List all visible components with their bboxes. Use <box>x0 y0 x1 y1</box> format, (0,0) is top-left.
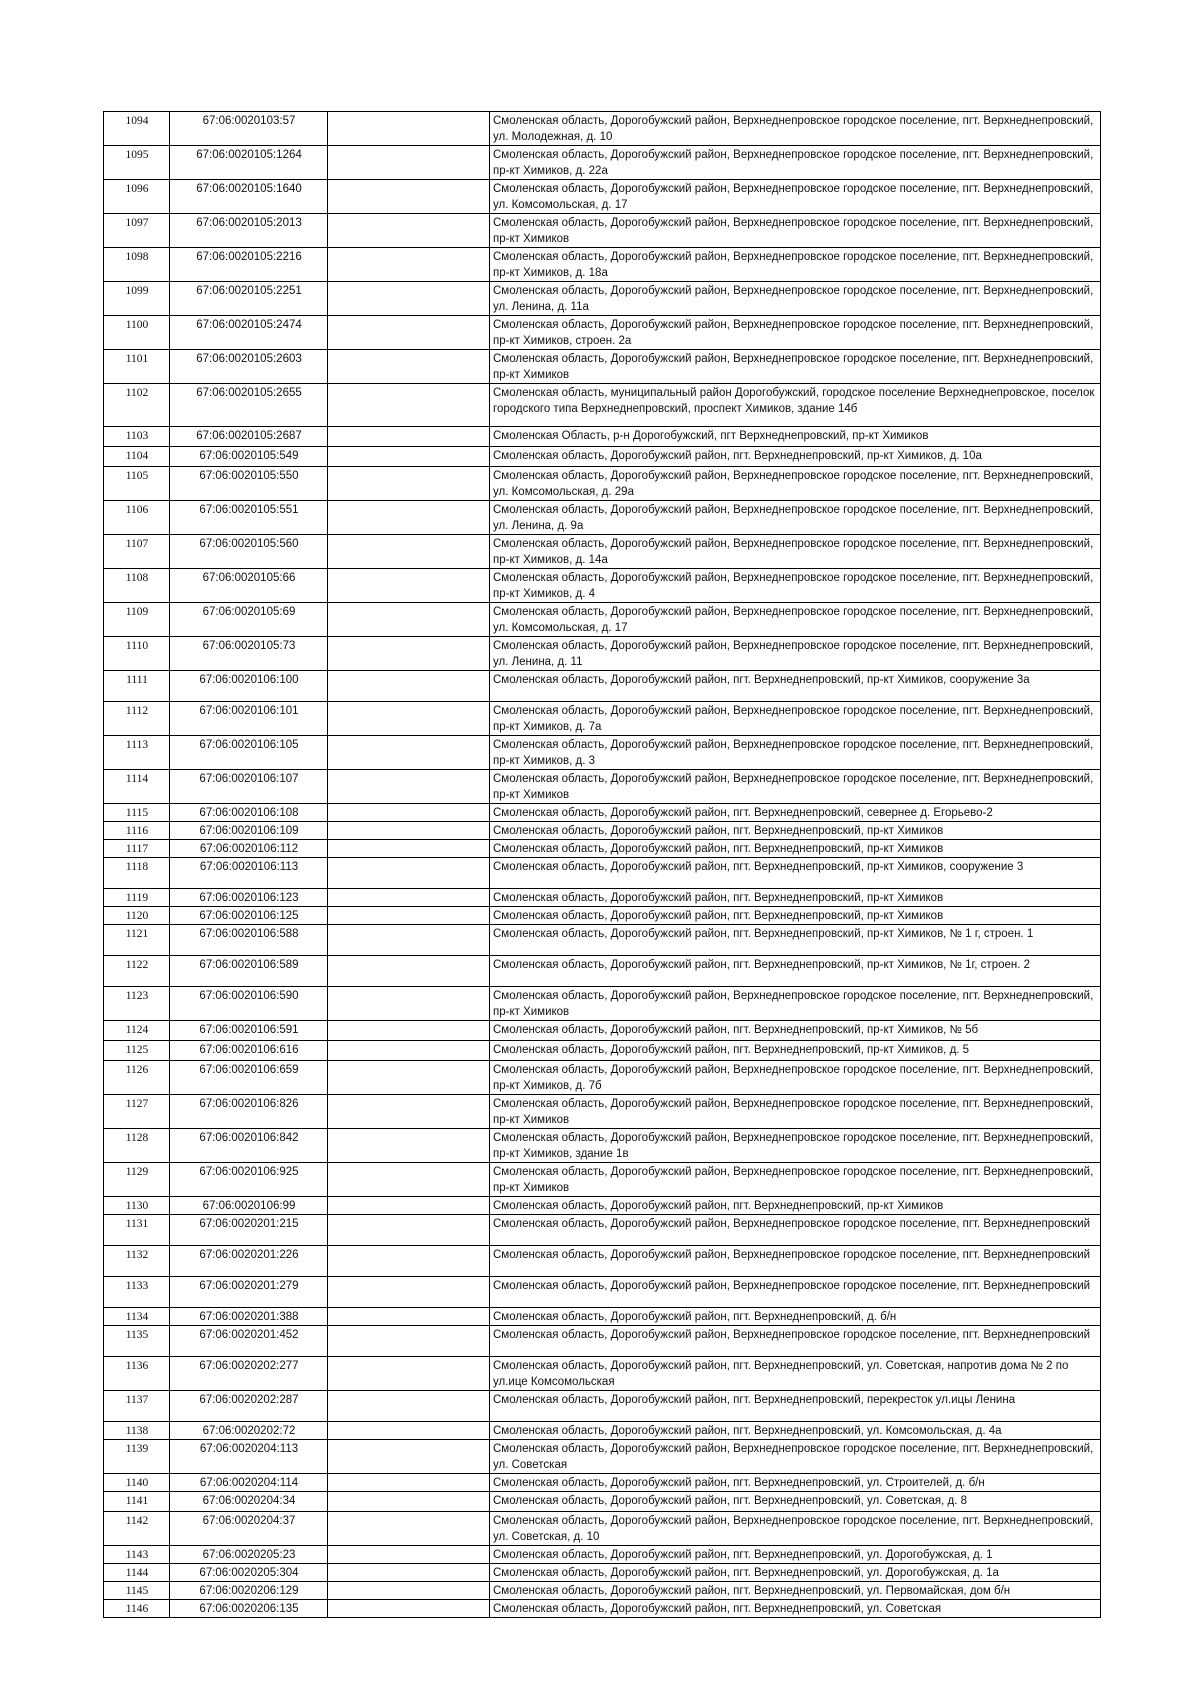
table-row <box>104 1474 1101 1492</box>
empty-cell <box>328 1215 490 1246</box>
address-cell: Смоленская область, Дорогобужский район, пгт. Верхнеднепровский, пр-кт Химиков <box>490 840 1101 858</box>
cadastral-number-cell: 67:06:0020206:135 <box>170 1600 328 1618</box>
row-number-cell: 1115 <box>104 804 170 822</box>
empty-cell <box>328 671 490 702</box>
empty-cell <box>328 907 490 925</box>
empty-cell <box>328 1357 490 1391</box>
address-cell: Смоленская область, Дорогобужский район, пгт. Верхнеднепровский, пр-кт Химиков, сооружение 3а <box>490 671 1101 702</box>
cadastral-number-cell: 67:06:0020106:590 <box>170 987 328 1021</box>
cadastral-number-cell: 67:06:0020106:123 <box>170 889 328 907</box>
cadastral-number-cell: 67:06:0020204:34 <box>170 1492 328 1512</box>
table-row <box>104 736 1101 770</box>
row-number-cell: 1096 <box>104 180 170 214</box>
address-cell: Смоленская область, Дорогобужский район, пгт. Верхнеднепровский, ул. Советская, д. 8 <box>490 1492 1101 1512</box>
empty-cell <box>328 1440 490 1474</box>
register-table <box>103 111 1101 1618</box>
empty-cell <box>328 770 490 804</box>
cadastral-number-cell: 67:06:0020106:826 <box>170 1095 328 1129</box>
empty-cell <box>328 214 490 248</box>
table-row <box>104 112 1101 146</box>
table-row <box>104 804 1101 822</box>
row-number-cell: 1129 <box>104 1163 170 1197</box>
cadastral-number-cell: 67:06:0020204:114 <box>170 1474 328 1492</box>
cadastral-number-cell: 67:06:0020105:2687 <box>170 427 328 447</box>
row-number-cell: 1101 <box>104 350 170 384</box>
cadastral-number-cell: 67:06:0020105:2474 <box>170 316 328 350</box>
row-number-cell: 1126 <box>104 1061 170 1095</box>
empty-cell <box>328 1277 490 1308</box>
table-row <box>104 1308 1101 1326</box>
empty-cell <box>328 956 490 987</box>
row-number-cell: 1113 <box>104 736 170 770</box>
empty-cell <box>328 603 490 637</box>
address-cell: Смоленская область, Дорогобужский район, пгт. Верхнеднепровский, ул. Дорогобужская, д. 1 <box>490 1546 1101 1564</box>
cadastral-number-cell: 67:06:0020105:1264 <box>170 146 328 180</box>
address-cell: Смоленская область, Дорогобужский район, Верхнеднепровское городское поселение, пгт. Верхнеднепровский, пр-кт Химиков <box>490 214 1101 248</box>
table-row <box>104 637 1101 671</box>
table-row <box>104 1197 1101 1215</box>
cadastral-number-cell: 67:06:0020106:659 <box>170 1061 328 1095</box>
cadastral-number-cell: 67:06:0020106:105 <box>170 736 328 770</box>
address-cell: Смоленская область, Дорогобужский район, пгт. Верхнеднепровский, ул. Строителей, д. б/н <box>490 1474 1101 1492</box>
empty-cell <box>328 1021 490 1041</box>
table-row <box>104 1512 1101 1546</box>
empty-cell <box>328 180 490 214</box>
address-cell: Смоленская область, Дорогобужский район, Верхнеднепровское городское поселение, пгт. Верхнеднепровский, ул. Советская, д. 10 <box>490 1512 1101 1546</box>
cadastral-number-cell: 67:06:0020105:2251 <box>170 282 328 316</box>
cadastral-number-cell: 67:06:0020106:842 <box>170 1129 328 1163</box>
cadastral-number-cell: 67:06:0020105:66 <box>170 569 328 603</box>
cadastral-number-cell: 67:06:0020202:277 <box>170 1357 328 1391</box>
cadastral-number-cell: 67:06:0020106:125 <box>170 907 328 925</box>
address-cell: Смоленская область, Дорогобужский район, Верхнеднепровское городское поселение, пгт. Верхнеднепровский <box>490 1326 1101 1357</box>
cadastral-number-cell: 67:06:0020201:279 <box>170 1277 328 1308</box>
table-row <box>104 569 1101 603</box>
address-cell: Смоленская область, Дорогобужский район, Верхнеднепровское городское поселение, пгт. Верхнеднепровский <box>490 1215 1101 1246</box>
address-cell: Смоленская область, муниципальный район Дорогобужский, городское поселение Верхнеднепровское, поселок городского типа Верхнеднепровский, проспект Химиков, здание 14б <box>490 384 1101 427</box>
empty-cell <box>328 987 490 1021</box>
row-number-cell: 1128 <box>104 1129 170 1163</box>
row-number-cell: 1124 <box>104 1021 170 1041</box>
empty-cell <box>328 1041 490 1061</box>
empty-cell <box>328 569 490 603</box>
empty-cell <box>328 1197 490 1215</box>
address-cell: Смоленская область, Дорогобужский район, пгт. Верхнеднепровский, ул. Дорогобужская, д. 1а <box>490 1564 1101 1582</box>
table-row <box>104 1422 1101 1440</box>
empty-cell <box>328 1546 490 1564</box>
cadastral-number-cell: 67:06:0020105:2655 <box>170 384 328 427</box>
row-number-cell: 1110 <box>104 637 170 671</box>
cadastral-number-cell: 67:06:0020105:550 <box>170 467 328 501</box>
cadastral-number-cell: 67:06:0020202:287 <box>170 1391 328 1422</box>
cadastral-number-cell: 67:06:0020201:388 <box>170 1308 328 1326</box>
table-row <box>104 1440 1101 1474</box>
row-number-cell: 1132 <box>104 1246 170 1277</box>
empty-cell <box>328 736 490 770</box>
cadastral-number-cell: 67:06:0020204:113 <box>170 1440 328 1474</box>
empty-cell <box>328 858 490 889</box>
empty-cell <box>328 535 490 569</box>
row-number-cell: 1106 <box>104 501 170 535</box>
empty-cell <box>328 447 490 467</box>
empty-cell <box>328 427 490 447</box>
row-number-cell: 1142 <box>104 1512 170 1546</box>
table-row <box>104 1163 1101 1197</box>
empty-cell <box>328 248 490 282</box>
row-number-cell: 1119 <box>104 889 170 907</box>
cadastral-number-cell: 67:06:0020201:215 <box>170 1215 328 1246</box>
row-number-cell: 1137 <box>104 1391 170 1422</box>
address-cell: Смоленская область, Дорогобужский район, Верхнеднепровское городское поселение, пгт. Верхнеднепровский, пр-кт Химиков, строен. 2а <box>490 316 1101 350</box>
cadastral-number-cell: 67:06:0020106:107 <box>170 770 328 804</box>
cadastral-number-cell: 67:06:0020106:113 <box>170 858 328 889</box>
address-cell: Смоленская область, Дорогобужский район, Верхнеднепровское городское поселение, пгт. Верхнеднепровский, пр-кт Химиков <box>490 1163 1101 1197</box>
cadastral-number-cell: 67:06:0020205:304 <box>170 1564 328 1582</box>
address-cell: Смоленская область, Дорогобужский район, пгт. Верхнеднепровский, пр-кт Химиков <box>490 1197 1101 1215</box>
table-row <box>104 1041 1101 1061</box>
table-row <box>104 822 1101 840</box>
row-number-cell: 1127 <box>104 1095 170 1129</box>
row-number-cell: 1117 <box>104 840 170 858</box>
address-cell: Смоленская область, Дорогобужский район, пгт. Верхнеднепровский, пр-кт Химиков, д. 10а <box>490 447 1101 467</box>
row-number-cell: 1122 <box>104 956 170 987</box>
table-row <box>104 671 1101 702</box>
row-number-cell: 1099 <box>104 282 170 316</box>
row-number-cell: 1146 <box>104 1600 170 1618</box>
row-number-cell: 1135 <box>104 1326 170 1357</box>
address-cell: Смоленская область, Дорогобужский район, Верхнеднепровское городское поселение, пгт. Верхнеднепровский, ул. Молодежная, д. 10 <box>490 112 1101 146</box>
empty-cell <box>328 804 490 822</box>
table-row <box>104 535 1101 569</box>
table-row <box>104 427 1101 447</box>
row-number-cell: 1125 <box>104 1041 170 1061</box>
address-cell: Смоленская область, Дорогобужский район, пгт. Верхнеднепровский, ул. Советская <box>490 1600 1101 1618</box>
empty-cell <box>328 822 490 840</box>
table-row <box>104 858 1101 889</box>
cadastral-number-cell: 67:06:0020106:100 <box>170 671 328 702</box>
cadastral-number-cell: 67:06:0020106:925 <box>170 1163 328 1197</box>
empty-cell <box>328 1326 490 1357</box>
table-row <box>104 1564 1101 1582</box>
address-cell: Смоленская область, Дорогобужский район, пгт. Верхнеднепровский, пр-кт Химиков <box>490 907 1101 925</box>
empty-cell <box>328 925 490 956</box>
address-cell: Смоленская область, Дорогобужский район, пгт. Верхнеднепровский, пр-кт Химиков <box>490 822 1101 840</box>
row-number-cell: 1143 <box>104 1546 170 1564</box>
cadastral-number-cell: 67:06:0020105:551 <box>170 501 328 535</box>
cadastral-number-cell: 67:06:0020201:226 <box>170 1246 328 1277</box>
address-cell: Смоленская область, Дорогобужский район, пгт. Верхнеднепровский, перекресток ул.ицы Ленина <box>490 1391 1101 1422</box>
row-number-cell: 1094 <box>104 112 170 146</box>
address-cell: Смоленская область, Дорогобужский район, пгт. Верхнеднепровский, севернее д. Егорьево-2 <box>490 804 1101 822</box>
table-row <box>104 1357 1101 1391</box>
row-number-cell: 1140 <box>104 1474 170 1492</box>
row-number-cell: 1100 <box>104 316 170 350</box>
cadastral-number-cell: 67:06:0020106:616 <box>170 1041 328 1061</box>
row-number-cell: 1105 <box>104 467 170 501</box>
row-number-cell: 1114 <box>104 770 170 804</box>
row-number-cell: 1111 <box>104 671 170 702</box>
table-row <box>104 467 1101 501</box>
cadastral-number-cell: 67:06:0020205:23 <box>170 1546 328 1564</box>
table-row <box>104 214 1101 248</box>
cadastral-number-cell: 67:06:0020105:2216 <box>170 248 328 282</box>
address-cell: Смоленская область, Дорогобужский район, пгт. Верхнеднепровский, ул. Комсомольская, д. 4а <box>490 1422 1101 1440</box>
empty-cell <box>328 1582 490 1600</box>
row-number-cell: 1123 <box>104 987 170 1021</box>
table-row <box>104 1492 1101 1512</box>
row-number-cell: 1136 <box>104 1357 170 1391</box>
row-number-cell: 1138 <box>104 1422 170 1440</box>
cadastral-number-cell: 67:06:0020105:69 <box>170 603 328 637</box>
address-cell: Смоленская область, Дорогобужский район, Верхнеднепровское городское поселение, пгт. Верхнеднепровский, пр-кт Химиков, д. 14а <box>490 535 1101 569</box>
empty-cell <box>328 384 490 427</box>
cadastral-number-cell: 67:06:0020106:101 <box>170 702 328 736</box>
address-cell: Смоленская область, Дорогобужский район, Верхнеднепровское городское поселение, пгт. Верхнеднепровский, ул. Ленина, д. 11а <box>490 282 1101 316</box>
row-number-cell: 1118 <box>104 858 170 889</box>
table-row <box>104 1391 1101 1422</box>
row-number-cell: 1130 <box>104 1197 170 1215</box>
address-cell: Смоленская область, Дорогобужский район, Верхнеднепровское городское поселение, пгт. Верхнеднепровский, пр-кт Химиков, д. 22а <box>490 146 1101 180</box>
table-row <box>104 702 1101 736</box>
address-cell: Смоленская область, Дорогобужский район, Верхнеднепровское городское поселение, пгт. Верхнеднепровский, пр-кт Химиков <box>490 350 1101 384</box>
empty-cell <box>328 1492 490 1512</box>
cadastral-number-cell: 67:06:0020105:2603 <box>170 350 328 384</box>
table-row <box>104 1246 1101 1277</box>
cadastral-number-cell: 67:06:0020106:589 <box>170 956 328 987</box>
address-cell: Смоленская область, Дорогобужский район, Верхнеднепровское городское поселение, пгт. Верхнеднепровский, ул. Комсомольская, д. 29а <box>490 467 1101 501</box>
address-cell: Смоленская область, Дорогобужский район, пгт. Верхнеднепровский, пр-кт Химиков, № 1г, строен. 2 <box>490 956 1101 987</box>
row-number-cell: 1109 <box>104 603 170 637</box>
empty-cell <box>328 889 490 907</box>
table-row <box>104 146 1101 180</box>
table-row <box>104 603 1101 637</box>
table-row <box>104 1129 1101 1163</box>
row-number-cell: 1145 <box>104 1582 170 1600</box>
table-row <box>104 350 1101 384</box>
row-number-cell: 1133 <box>104 1277 170 1308</box>
cadastral-number-cell: 67:06:0020106:109 <box>170 822 328 840</box>
table-row <box>104 1095 1101 1129</box>
empty-cell <box>328 1308 490 1326</box>
cadastral-number-cell: 67:06:0020206:129 <box>170 1582 328 1600</box>
row-number-cell: 1098 <box>104 248 170 282</box>
address-cell: Смоленская область, Дорогобужский район, пгт. Верхнеднепровский, пр-кт Химиков, д. 5 <box>490 1041 1101 1061</box>
address-cell: Смоленская область, Дорогобужский район, Верхнеднепровское городское поселение, пгт. Верхнеднепровский, пр-кт Химиков, здание 1в <box>490 1129 1101 1163</box>
address-cell: Смоленская область, Дорогобужский район, Верхнеднепровское городское поселение, пгт. Верхнеднепровский, пр-кт Химиков <box>490 770 1101 804</box>
address-cell: Смоленская область, Дорогобужский район, пгт. Верхнеднепровский, ул. Советская, напротив дома № 2 по ул.ице Комсомольская <box>490 1357 1101 1391</box>
table-row <box>104 987 1101 1021</box>
table-row <box>104 925 1101 956</box>
table-row <box>104 384 1101 427</box>
table-row <box>104 770 1101 804</box>
cadastral-number-cell: 67:06:0020105:560 <box>170 535 328 569</box>
empty-cell <box>328 1474 490 1492</box>
address-cell: Смоленская область, Дорогобужский район, Верхнеднепровское городское поселение, пгт. Верхнеднепровский, ул. Ленина, д. 11 <box>490 637 1101 671</box>
empty-cell <box>328 112 490 146</box>
table-row <box>104 889 1101 907</box>
table-row <box>104 180 1101 214</box>
empty-cell <box>328 1163 490 1197</box>
table-row <box>104 1326 1101 1357</box>
table-row <box>104 907 1101 925</box>
row-number-cell: 1139 <box>104 1440 170 1474</box>
empty-cell <box>328 637 490 671</box>
table-row <box>104 1021 1101 1041</box>
table-row <box>104 1277 1101 1308</box>
address-cell: Смоленская область, Дорогобужский район, Верхнеднепровское городское поселение, пгт. Верхнеднепровский <box>490 1246 1101 1277</box>
row-number-cell: 1107 <box>104 535 170 569</box>
empty-cell <box>328 1512 490 1546</box>
empty-cell <box>328 1422 490 1440</box>
row-number-cell: 1104 <box>104 447 170 467</box>
row-number-cell: 1108 <box>104 569 170 603</box>
row-number-cell: 1131 <box>104 1215 170 1246</box>
table-body <box>104 112 1101 1618</box>
table-row <box>104 1215 1101 1246</box>
address-cell: Смоленская область, Дорогобужский район, Верхнеднепровское городское поселение, пгт. Верхнеднепровский, пр-кт Химиков, д. 18а <box>490 248 1101 282</box>
address-cell: Смоленская область, Дорогобужский район, пгт. Верхнеднепровский, пр-кт Химиков, № 5б <box>490 1021 1101 1041</box>
cadastral-number-cell: 67:06:0020103:57 <box>170 112 328 146</box>
cadastral-number-cell: 67:06:0020106:108 <box>170 804 328 822</box>
address-cell: Смоленская область, Дорогобужский район, Верхнеднепровское городское поселение, пгт. Верхнеднепровский, пр-кт Химиков <box>490 987 1101 1021</box>
cadastral-number-cell: 67:06:0020106:591 <box>170 1021 328 1041</box>
table-row <box>104 501 1101 535</box>
address-cell: Смоленская область, Дорогобужский район, пгт. Верхнеднепровский, д. б/н <box>490 1308 1101 1326</box>
cadastral-number-cell: 67:06:0020106:99 <box>170 1197 328 1215</box>
address-cell: Смоленская область, Дорогобужский район, Верхнеднепровское городское поселение, пгт. Верхнеднепровский, ул. Комсомольская, д. 17 <box>490 180 1101 214</box>
row-number-cell: 1121 <box>104 925 170 956</box>
address-cell: Смоленская область, Дорогобужский район, Верхнеднепровское городское поселение, пгт. Верхнеднепровский, пр-кт Химиков <box>490 1095 1101 1129</box>
table-row <box>104 1582 1101 1600</box>
address-cell: Смоленская область, Дорогобужский район, пгт. Верхнеднепровский, пр-кт Химиков, сооружение 3 <box>490 858 1101 889</box>
empty-cell <box>328 1095 490 1129</box>
table-row <box>104 316 1101 350</box>
row-number-cell: 1102 <box>104 384 170 427</box>
row-number-cell: 1116 <box>104 822 170 840</box>
address-cell: Смоленская Область, р-н Дорогобужский, пгт Верхнеднепровский, пр-кт Химиков <box>490 427 1101 447</box>
cadastral-number-cell: 67:06:0020204:37 <box>170 1512 328 1546</box>
address-cell: Смоленская область, Дорогобужский район, Верхнеднепровское городское поселение, пгт. Верхнеднепровский, ул. Ленина, д. 9а <box>490 501 1101 535</box>
address-cell: Смоленская область, Дорогобужский район, пгт. Верхнеднепровский, пр-кт Химиков <box>490 889 1101 907</box>
table-row <box>104 447 1101 467</box>
row-number-cell: 1097 <box>104 214 170 248</box>
address-cell: Смоленская область, Дорогобужский район, Верхнеднепровское городское поселение, пгт. Верхнеднепровский <box>490 1277 1101 1308</box>
row-number-cell: 1141 <box>104 1492 170 1512</box>
address-cell: Смоленская область, Дорогобужский район, Верхнеднепровское городское поселение, пгт. Верхнеднепровский, пр-кт Химиков, д. 7б <box>490 1061 1101 1095</box>
table-row <box>104 1061 1101 1095</box>
cadastral-number-cell: 67:06:0020201:452 <box>170 1326 328 1357</box>
empty-cell <box>328 467 490 501</box>
table-row <box>104 282 1101 316</box>
empty-cell <box>328 282 490 316</box>
table-row <box>104 956 1101 987</box>
row-number-cell: 1103 <box>104 427 170 447</box>
cadastral-number-cell: 67:06:0020106:112 <box>170 840 328 858</box>
empty-cell <box>328 350 490 384</box>
empty-cell <box>328 1391 490 1422</box>
address-cell: Смоленская область, Дорогобужский район, Верхнеднепровское городское поселение, пгт. Верхнеднепровский, пр-кт Химиков, д. 4 <box>490 569 1101 603</box>
address-cell: Смоленская область, Дорогобужский район, Верхнеднепровское городское поселение, пгт. Верхнеднепровский, пр-кт Химиков, д. 7а <box>490 702 1101 736</box>
empty-cell <box>328 1600 490 1618</box>
table-row <box>104 1600 1101 1618</box>
address-cell: Смоленская область, Дорогобужский район, пгт. Верхнеднепровский, пр-кт Химиков, № 1 г, строен. 1 <box>490 925 1101 956</box>
cadastral-number-cell: 67:06:0020105:2013 <box>170 214 328 248</box>
row-number-cell: 1144 <box>104 1564 170 1582</box>
row-number-cell: 1112 <box>104 702 170 736</box>
row-number-cell: 1134 <box>104 1308 170 1326</box>
address-cell: Смоленская область, Дорогобужский район, Верхнеднепровское городское поселение, пгт. Верхнеднепровский, ул. Советская <box>490 1440 1101 1474</box>
row-number-cell: 1120 <box>104 907 170 925</box>
table-row <box>104 1546 1101 1564</box>
cadastral-number-cell: 67:06:0020106:588 <box>170 925 328 956</box>
cadastral-number-cell: 67:06:0020105:1640 <box>170 180 328 214</box>
cadastral-number-cell: 67:06:0020202:72 <box>170 1422 328 1440</box>
empty-cell <box>328 146 490 180</box>
empty-cell <box>328 840 490 858</box>
empty-cell <box>328 702 490 736</box>
address-cell: Смоленская область, Дорогобужский район, Верхнеднепровское городское поселение, пгт. Верхнеднепровский, ул. Комсомольская, д. 17 <box>490 603 1101 637</box>
address-cell: Смоленская область, Дорогобужский район, пгт. Верхнеднепровский, ул. Первомайская, дом б/н <box>490 1582 1101 1600</box>
empty-cell <box>328 316 490 350</box>
row-number-cell: 1095 <box>104 146 170 180</box>
table-row <box>104 840 1101 858</box>
cadastral-number-cell: 67:06:0020105:73 <box>170 637 328 671</box>
table-row <box>104 248 1101 282</box>
cadastral-number-cell: 67:06:0020105:549 <box>170 447 328 467</box>
empty-cell <box>328 1129 490 1163</box>
empty-cell <box>328 501 490 535</box>
address-cell: Смоленская область, Дорогобужский район, Верхнеднепровское городское поселение, пгт. Верхнеднепровский, пр-кт Химиков, д. 3 <box>490 736 1101 770</box>
empty-cell <box>328 1564 490 1582</box>
empty-cell <box>328 1061 490 1095</box>
empty-cell <box>328 1246 490 1277</box>
